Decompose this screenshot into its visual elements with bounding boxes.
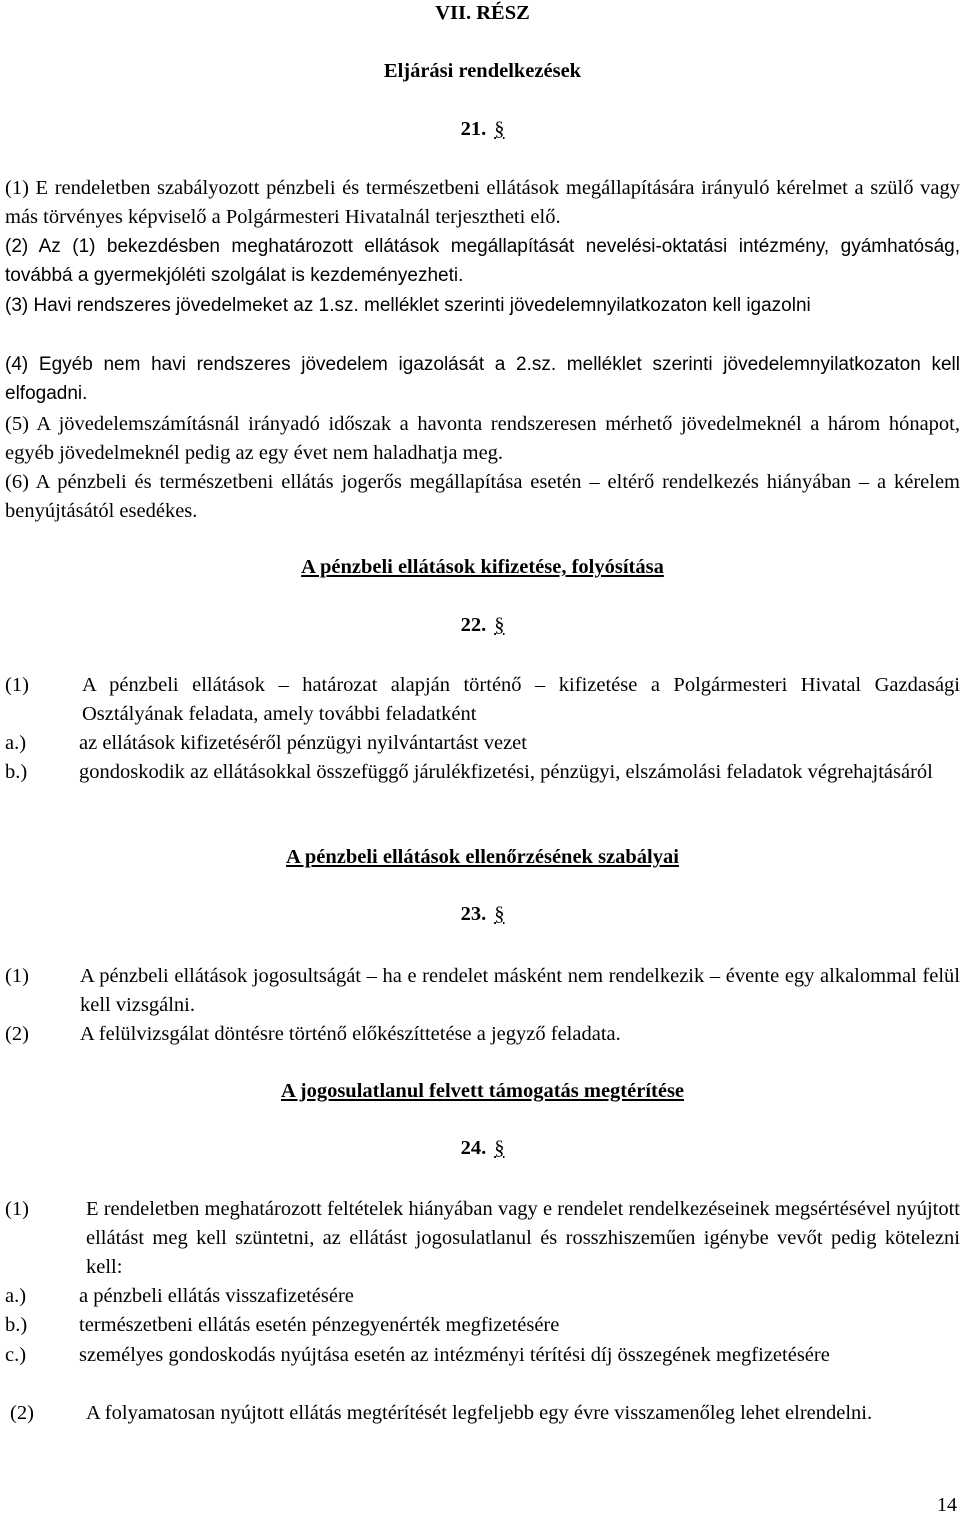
- section-sign: §: [494, 614, 505, 636]
- section-number-24: [5, 1137, 960, 1160]
- sec23-heading: A pénzbeli ellátások ellenőrzésének szabályai: [286, 846, 679, 868]
- section-number: 23.: [460, 903, 487, 925]
- section-number-21: [5, 118, 960, 141]
- sec21-paragraph-5: (5) A jövedelemszámításnál irányadó időszak a havonta rendszeresen mérhető jövedelmeknél a három hónapot, egyéb jövedelmeknél pedig az egy évet nem haladhatja meg.: [5, 413, 960, 464]
- section-number-22: [5, 614, 960, 637]
- sec24-heading: A jogosulatlanul felvett támogatás megtérítése: [280, 1080, 685, 1102]
- item-text: személyes gondoskodás nyújtása esetén az intézményi térítési díj összegének megfizetésére: [79, 1344, 830, 1366]
- section-number-23: [5, 903, 960, 926]
- item-label: b.): [5, 761, 28, 783]
- sec21-paragraph-2: (2) Az (1) bekezdésben meghatározott ellátások megállapítását nevelési-oktatási intézmény, gyámhatóság, továbbá a gyermekjóléti szolgálat is kezdeményezheti.: [5, 236, 960, 286]
- page-number: 14: [937, 1494, 957, 1516]
- item-label: (2): [10, 1402, 34, 1424]
- item-text: a pénzbeli ellátás visszafizetésére: [79, 1285, 354, 1307]
- sec21-paragraph-4: (4) Egyéb nem havi rendszeres jövedelem igazolását a 2.sz. melléklet szerinti jövedelemnyilatkozaton kell elfogadni.: [5, 354, 960, 404]
- item-text: az ellátások kifizetéséről pénzügyi nyilvántartást vezet: [79, 732, 527, 754]
- sec22-heading: A pénzbeli ellátások kifizetése, folyósítása: [301, 556, 664, 578]
- item-label: (1): [5, 674, 29, 696]
- item-label: c.): [5, 1344, 27, 1366]
- item-text: A pénzbeli ellátások – határozat alapján történő – kifizetése a Polgármesteri Hivatal Gazdasági Osztályának feladata, amely további feladatként: [82, 674, 960, 725]
- sec21-paragraph-3: (3) Havi rendszeres jövedelmeket az 1.sz. melléklet szerinti jövedelemnyilatkozaton kell igazolni: [5, 295, 811, 316]
- section-sign: §: [494, 1137, 505, 1159]
- section-number: 22.: [460, 614, 487, 636]
- item-text: E rendeletben meghatározott feltételek hiányában vagy e rendelet rendelkezéseinek megsértésével nyújtott ellátást meg kell szüntetni, az ellátást jogosulatlanul és rosszhiszeműen igénybe vevőt pedig kötelezni kell:: [86, 1198, 960, 1278]
- item-text: gondoskodik az ellátásokkal összefüggő járulékfizetési, pénzügyi, elszámolási feladatok végrehajtásáról: [79, 761, 933, 783]
- item-label: a.): [5, 1285, 27, 1307]
- item-text: A pénzbeli ellátások jogosultságát – ha e rendelet másként nem rendelkezik – évente egy alkalommal felül kell vizsgálni.: [80, 965, 960, 1016]
- section-sign: §: [494, 118, 505, 140]
- item-label: (2): [5, 1023, 29, 1045]
- item-text: A felülvizsgálat döntésre történő előkészíttetése a jegyző feladata.: [80, 1023, 621, 1045]
- sec21-paragraph-6: (6) A pénzbeli és természetbeni ellátás jogerős megállapítása esetén – eltérő rendelkezés hiányában – a kérelem benyújtásától esedékes.: [5, 471, 960, 522]
- item-label: (1): [5, 1198, 29, 1220]
- chapter-title: Eljárási rendelkezések: [383, 60, 582, 82]
- item-text: természetbeni ellátás esetén pénzegyenérték megfizetésére: [79, 1314, 560, 1336]
- document-page: [5, 0, 960, 1519]
- section-number: 21.: [460, 118, 487, 140]
- part-title: VII. RÉSZ: [435, 2, 530, 24]
- section-number: 24.: [460, 1137, 487, 1159]
- sec21-paragraph-1: (1) E rendeletben szabályozott pénzbeli és természetbeni ellátások megállapítására irányuló kérelmet a szülő vagy más törvényes képviselő a Polgármesteri Hivatalnál terjesztheti elő.: [5, 177, 960, 228]
- item-label: (1): [5, 965, 29, 987]
- section-sign: §: [494, 903, 505, 925]
- item-label: a.): [5, 732, 27, 754]
- item-label: b.): [5, 1314, 28, 1336]
- item-text: A folyamatosan nyújtott ellátás megtérítését legfeljebb egy évre visszamenőleg lehet elrendelni.: [86, 1402, 873, 1424]
